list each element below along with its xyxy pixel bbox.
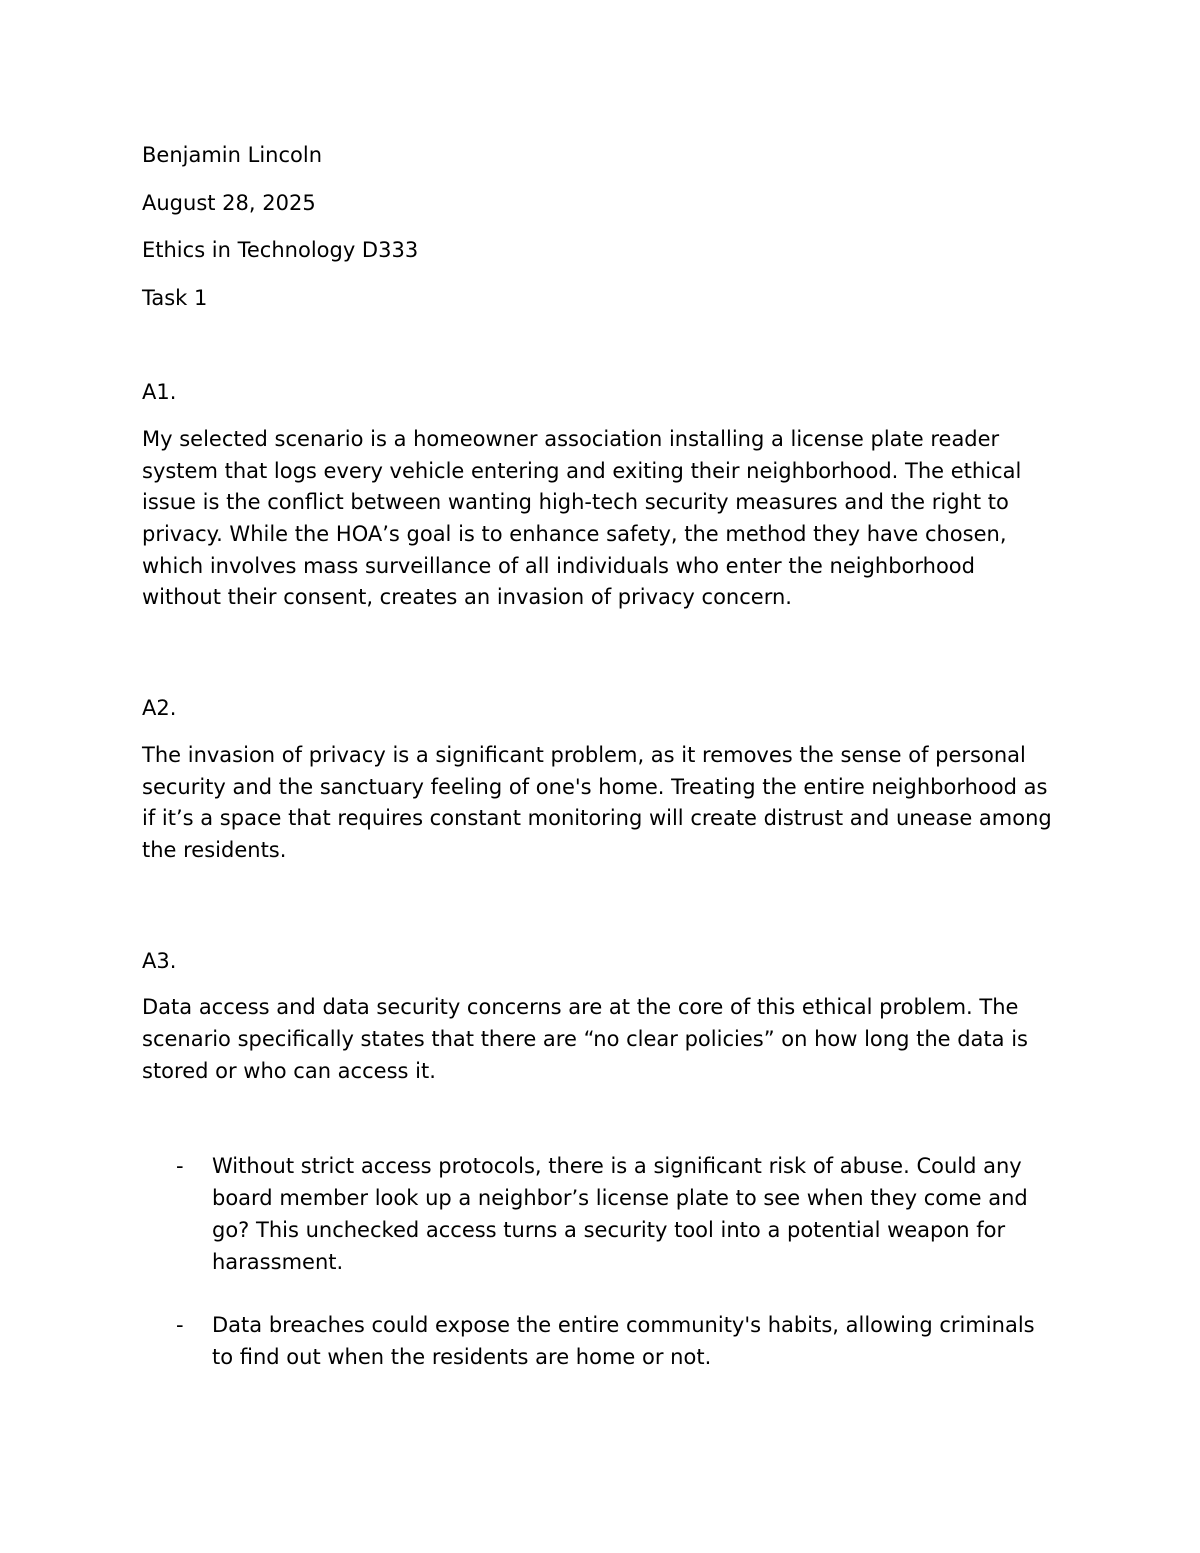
task-label: Task 1 — [142, 285, 208, 310]
bullet-list — [142, 1151, 1057, 1373]
document-content — [142, 140, 1057, 1406]
list-item-text: Data breaches could expose the entire community's habits, allowing criminals to find out when the residents are home or not. — [212, 1313, 1035, 1369]
section-a1 — [142, 377, 1057, 614]
list-item — [142, 1151, 1057, 1278]
section-heading: A2. — [142, 696, 177, 721]
spacer — [142, 867, 1057, 930]
course-title: Ethics in Technology D333 — [142, 238, 419, 262]
list-item-text: Without strict access protocols, there is a significant risk of abuse. Could any board member look up a neighbor’s license plate to see when they come and go? This unchecked access turns a security tool into a potential weapon for harassment. — [212, 1154, 1028, 1274]
section-a2 — [142, 693, 1057, 867]
document-date: August 28, 2025 — [142, 190, 316, 215]
section-body: Data access and data security concerns are at the core of this ethical problem. The scenario specifically states that there are “no clear policies” on how long the data is stored or who can access it. — [142, 995, 1028, 1083]
section-a3 — [142, 946, 1057, 1374]
section-heading: A1. — [142, 380, 177, 405]
author-name: Benjamin Lincoln — [142, 143, 322, 167]
section-body: My selected scenario is a homeowner association installing a license plate reader system that logs every vehicle entering and exiting their neighborhood. The ethical issue is the conflict between wanting high-tech security measures and the right to privacy. While the HOA’s goal is to enhance safety, the method they have chosen, which involves mass surveillance of all individuals who enter the neighborhood without their consent, creates an invasion of privacy concern. — [142, 426, 1022, 610]
dash-bullet: - — [176, 1313, 184, 1338]
section-body: The invasion of privacy is a significant problem, as it removes the sense of personal security and the sanctuary feeling of one's home. Treating the entire neighborhood as if it’s a space that requires constant monitoring will create distrust and unease among the residents. — [142, 742, 1052, 862]
spacer — [142, 314, 1057, 361]
section-heading: A3. — [142, 948, 177, 973]
spacer — [142, 614, 1057, 677]
dash-bullet: - — [176, 1154, 184, 1179]
list-item — [142, 1310, 1057, 1373]
